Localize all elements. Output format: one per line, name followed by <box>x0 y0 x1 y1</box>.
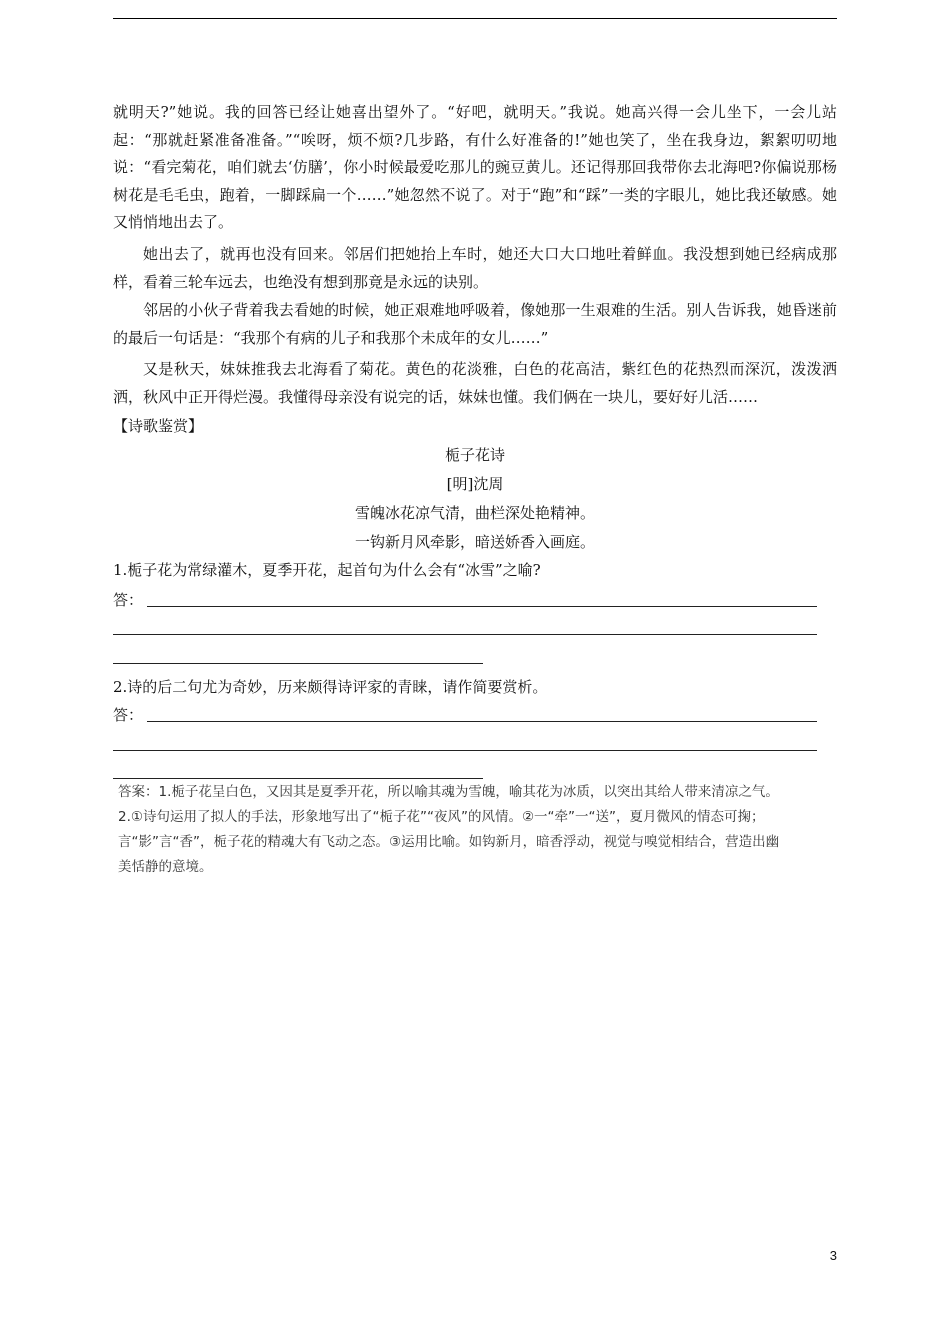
page-number: 3 <box>829 1248 837 1263</box>
answer-line[interactable] <box>113 750 817 751</box>
story-paragraph-3: 邻居的小伙子背着我去看她的时候，她正艰难地呼吸着，像她那一生艰难的生活。别人告诉我，她昏迷前的最后一句话是：“我那个有病的儿子和我那个未成年的女儿……” <box>113 301 837 347</box>
answer-label-2: 答： <box>113 706 144 724</box>
story-paragraph-4: 又是秋天，妹妹推我去北海看了菊花。黄色的花淡雅，白色的花高洁，紫红色的花热烈而深沉，泼泼洒洒，秋风中正开得烂漫。我懂得母亲没有说完的话，妹妹也懂。我们俩在一块儿，要好好儿活…… <box>113 360 837 406</box>
answer-label-1: 答： <box>113 591 144 609</box>
answer-line[interactable] <box>147 606 817 607</box>
answer-line[interactable] <box>113 663 483 664</box>
section-heading: 【诗歌鉴赏】 <box>113 417 204 435</box>
story-paragraph-2: 她出去了，就再也没有回来。邻居们把她抬上车时，她还大口大口地吐着鲜血。我没想到她已经病成那样，看着三轮车远去，也绝没有想到那竟是永远的诀别。 <box>113 245 837 291</box>
poem-line-1: 雪魄冰花凉气清，曲栏深处艳精神。 <box>354 504 595 522</box>
answer-2: 2.①诗句运用了拟人的手法，形象地写出了“栀子花”“夜风”的风情。②一“牵”一“送”，夏月微风的情态可掬；言“影”言“香”，栀子花的精魂大有飞动之态。③运用比喻。如钩新月，暗香浮动，视觉与嗅觉相结合，营造出幽美恬静的意境。 <box>118 809 780 875</box>
answer-1: 答案：1.栀子花呈白色，又因其是夏季开花，所以喻其魂为雪魄，喻其花为冰质，以突出其给人带来清凉之气。 <box>118 784 779 800</box>
answer-line[interactable] <box>113 634 817 635</box>
answer-line[interactable] <box>147 721 817 722</box>
story-paragraph-1: 就明天?”她说。我的回答已经让她喜出望外了。“好吧，就明天。”我说。她高兴得一会儿坐下，一会儿站起：“那就赶紧准备准备。”“唉呀，烦不烦?几步路，有什么好准备的!”她也笑了，坐在我身边，絮絮叨叨地说：“看完菊花，咱们就去‘仿膳’，你小时候最爱吃那儿的豌豆黄儿。还记得那回我带你去北海吧?你偏说那杨树花是毛毛虫，跑着，一脚踩扁一个……”她忽然不说了。对于“跑”和“踩”一类的字眼儿，她比我还敏感。她又悄悄地出去了。 <box>113 103 837 231</box>
answer-key <box>118 780 780 880</box>
answer-line[interactable] <box>113 778 483 779</box>
poem-line-2: 一钩新月风牵影，暗送娇香入画庭。 <box>354 533 595 551</box>
poem-author: [明]沈周 <box>446 475 504 493</box>
poem-title: 栀子花诗 <box>444 446 505 464</box>
question-1: 1.栀子花为常绿灌木，夏季开花，起首句为什么会有“冰雪”之喻? <box>113 561 541 579</box>
header-rule <box>113 18 837 19</box>
question-2: 2.诗的后二句尤为奇妙，历来颇得诗评家的青睐，请作简要赏析。 <box>113 678 548 696</box>
